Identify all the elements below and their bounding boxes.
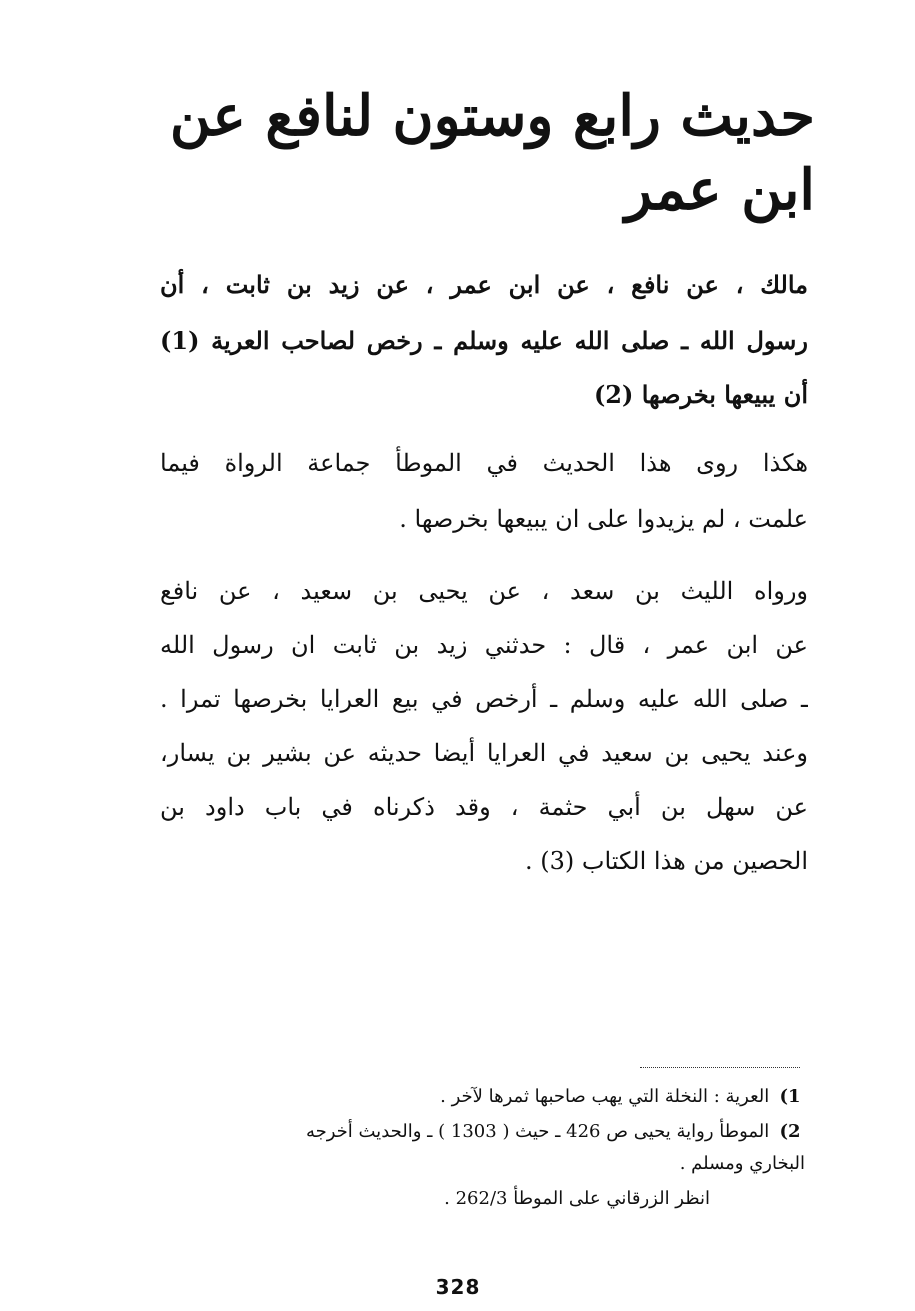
chapter-title-line-2: ابن عمر — [625, 157, 815, 223]
text-line: الحصين من هذا الكتاب (3) . — [524, 847, 808, 875]
footnote-text: العرية : النخلة التي يهب صاحبها ثمرها لآخر . — [440, 1086, 770, 1107]
chapter-title-line-1: حديث رابع وستون لنافع عن — [169, 83, 815, 149]
text-line: أن يبيعها بخرصها (2) — [593, 380, 808, 409]
text-line: ـ صلى الله عليه وسلم ـ أرخص في بيع العرايا بخرصها تمرا . — [160, 685, 808, 713]
footnote-2 — [155, 1118, 805, 1146]
page-number: 328 — [435, 1275, 481, 1299]
text-line: هكذا روى هذا الحديث في الموطأ جماعة الرواة فيما — [160, 449, 808, 477]
footnote-text: الموطأ رواية يحيى ص 426 ـ حيث ( 1303 ) ـ والحديث أخرجه — [305, 1121, 770, 1142]
footnote-2-continuation: البخاري ومسلم . — [679, 1153, 805, 1174]
text-line: عن ابن عمر ، قال : حدثني زيد بن ثابت ان رسول الله — [160, 631, 808, 659]
text-line: ورواه الليث بن سعد ، عن يحيى بن سعيد ، عن نافع — [160, 577, 808, 605]
text-line: مالك ، عن نافع ، عن ابن عمر ، عن زيد بن ثابت ، أن — [160, 270, 808, 299]
footnote-divider — [640, 1067, 800, 1068]
text-line: علمت ، لم يزيدوا على ان يبيعها بخرصها . — [399, 505, 808, 533]
footnote-number: 2) — [779, 1121, 801, 1142]
text-line: رسول الله ـ صلى الله عليه وسلم ـ رخص لصاحب العرية (1) — [160, 326, 808, 355]
text-line: عن سهل بن أبي حثمة ، وقد ذكرناه في باب داود بن — [160, 793, 808, 821]
footnote-1 — [155, 1083, 805, 1111]
footnote-number: 1) — [779, 1086, 801, 1107]
footnote-3: انظر الزرقاني على الموطأ 262/3 . — [444, 1188, 710, 1209]
text-line: وعند يحيى بن سعيد في العرايا أيضا حديثه عن بشير بن يسار، — [160, 739, 808, 767]
